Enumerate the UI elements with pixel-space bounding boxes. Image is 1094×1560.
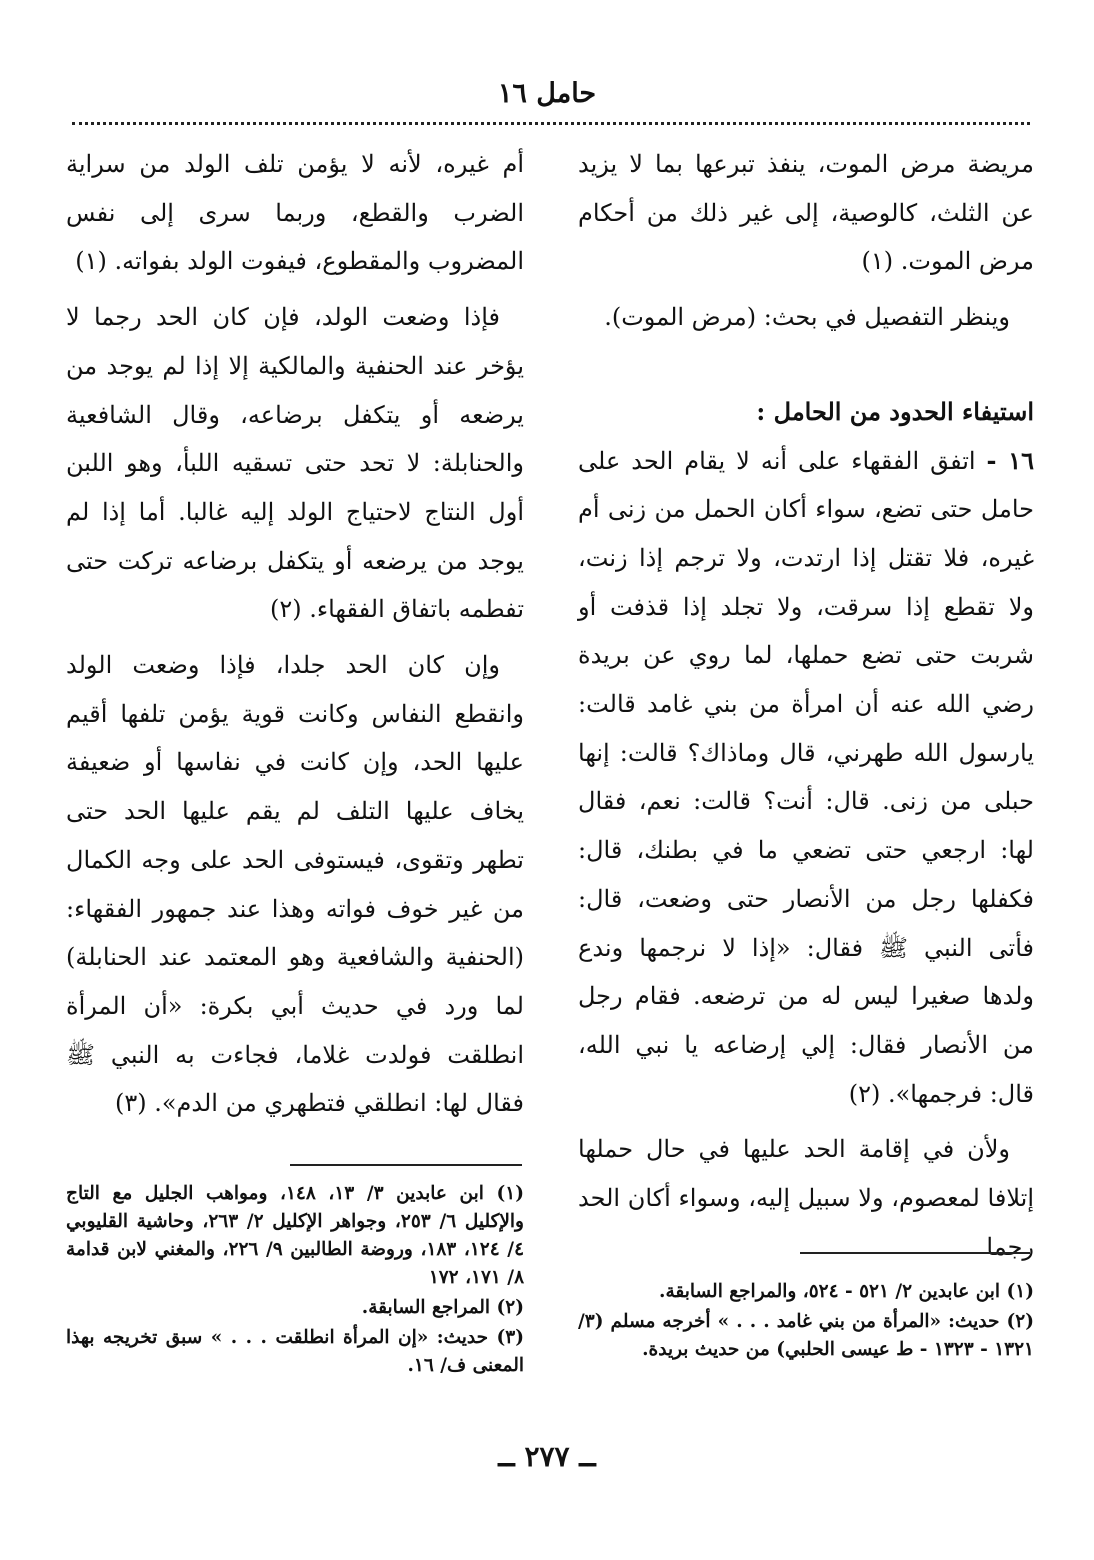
page-header-title: حامل ١٦	[497, 78, 597, 109]
footnote-text: حديث: «المرأة من بني غامد . . . » أخرجه مسلم (٣/ ١٣٢١ - ١٣٢٣ - ط عيسى الحلبي) من حديث بريدة.	[578, 1311, 1034, 1360]
footnote-text: حديث: «إن المرأة انطلقت . . . » سبق تخريجه بهذا المعنى ف/ ١٦.	[66, 1327, 524, 1376]
right-paragraph-3-text: اتفق الفقهاء على أنه لا يقام الحد على حامل حتى تضع، سواء أكان الحمل من زنى أم غيره، فلا تقتل إذا ارتدت، ولا ترجم إذا زنت، ولا تقطع إذا سرقت، ولا تجلد إذا قذفت أو شربت حتى تضع حملها، لما روي عن بريدة رضي الله عنه أن امرأة من بني غامد قالت: يارسول الله طهرني، قال وماذاك؟ قالت: إنها حبلى من زنى. قال: أنت؟ قالت: نعم، فقال لها: ارجعي حتى تضعي ما في بطنك، قال: فكفلها رجل من الأنصار حتى وضعت، قال: فأتى النبي ﷺ فقال: «إذا لا نرجمها وندع ولدها صغيرا ليس له من ترضعه. فقام رجل من الأنصار فقال: إلي إرضاعه يا نبي الله، قال: فرجمها». (٢)	[578, 446, 1034, 1108]
footnote-number: (٢)	[496, 1297, 524, 1318]
footnote-number: (٣)	[496, 1327, 524, 1348]
left-paragraph-1: أم غيره، لأنه لا يؤمن تلف الولد من سراية الضرب والقطع، وربما سرى إلى نفس المضروب والمقطوع، فيفوت الولد بفواته. (١)	[66, 150, 524, 276]
right-paragraph-3	[578, 437, 1034, 1119]
header-dotted-rule	[72, 122, 1030, 125]
left-paragraph-2: فإذا وضعت الولد، فإن كان الحد رجما لا يؤخر عند الحنفية والمالكية إلا إذا لم يوجد من يرضعه أو يتكفل برضاعه، وقال الشافعية والحنابلة: لا تحد حتى تسقيه اللبأ، وهو اللبن أول النتاج لاحتياج الولد إليه غالبا. أما إذا لم يوجد من يرضعه أو يتكفل برضاعه تركت حتى تفطمه باتفاق الفقهاء. (٢)	[66, 303, 524, 624]
footnote-text: المراجع السابقة.	[361, 1297, 491, 1318]
footnote-number: (١)	[496, 1183, 524, 1204]
section-heading: استيفاء الحدود من الحامل :	[756, 396, 1034, 426]
right-paragraph-2: وينظر التفصيل في بحث: (مرض الموت).	[604, 303, 1010, 332]
right-footnote-rule	[800, 1252, 1030, 1254]
footnote-number: (١)	[1006, 1281, 1034, 1302]
footnote-item	[66, 1324, 524, 1380]
footnote-item	[578, 1308, 1034, 1364]
footnote-item	[578, 1278, 1034, 1306]
left-footnotes	[66, 1180, 524, 1382]
footnote-item	[66, 1294, 524, 1322]
right-footnotes	[578, 1278, 1034, 1366]
footnote-text: ابن عابدين ٢/ ٥٢١ - ٥٢٤، والمراجع السابقة.	[659, 1281, 1001, 1302]
right-paragraph-4: ولأن في إقامة الحد عليها في حال حملها إتلافا لمعصوم، ولا سبيل إليه، وسواء أكان الحد رجما	[578, 1135, 1034, 1261]
footnote-number: (٢)	[1006, 1311, 1034, 1332]
right-column	[578, 140, 1034, 1271]
section-number: ١٦ -	[986, 445, 1034, 475]
left-column	[66, 140, 524, 1128]
page-number: ــ ٢٧٧ ــ	[498, 1440, 596, 1473]
left-footnote-rule	[290, 1164, 522, 1166]
footnote-text: ابن عابدين ٣/ ١٣، ١٤٨، ومواهب الجليل مع التاج والإكليل ٦/ ٢٥٣، وجواهر الإكليل ٢/ ٢٦٣، وحاشية القليوبي ٤/ ١٢٤، ١٨٣، وروضة الطالبين ٩/ ٢٢٦، والمغني لابن قدامة ٨/ ١٧١، ١٧٢	[66, 1183, 524, 1288]
right-paragraph-1: مريضة مرض الموت، ينفذ تبرعها بما لا يزيد عن الثلث، كالوصية، إلى غير ذلك من أحكام مرض الموت. (١)	[578, 150, 1034, 276]
left-paragraph-3: وإن كان الحد جلدا، فإذا وضعت الولد وانقطع النفاس وكانت قوية يؤمن تلفها أقيم عليها الحد، وإن كانت في نفاسها أو ضعيفة يخاف عليها التلف لم يقم عليها الحد حتى تطهر وتقوى، فيستوفى الحد على وجه الكمال من غير خوف فواته وهذا عند جمهور الفقهاء: (الحنفية والشافعية وهو المعتمد عند الحنابلة) لما ورد في حديث أبي بكرة: «أن المرأة انطلقت فولدت غلاما، فجاءت به النبي ﷺ فقال لها: انطلقي فتطهري من الدم». (٣)	[66, 651, 524, 1118]
footnote-item	[66, 1180, 524, 1292]
